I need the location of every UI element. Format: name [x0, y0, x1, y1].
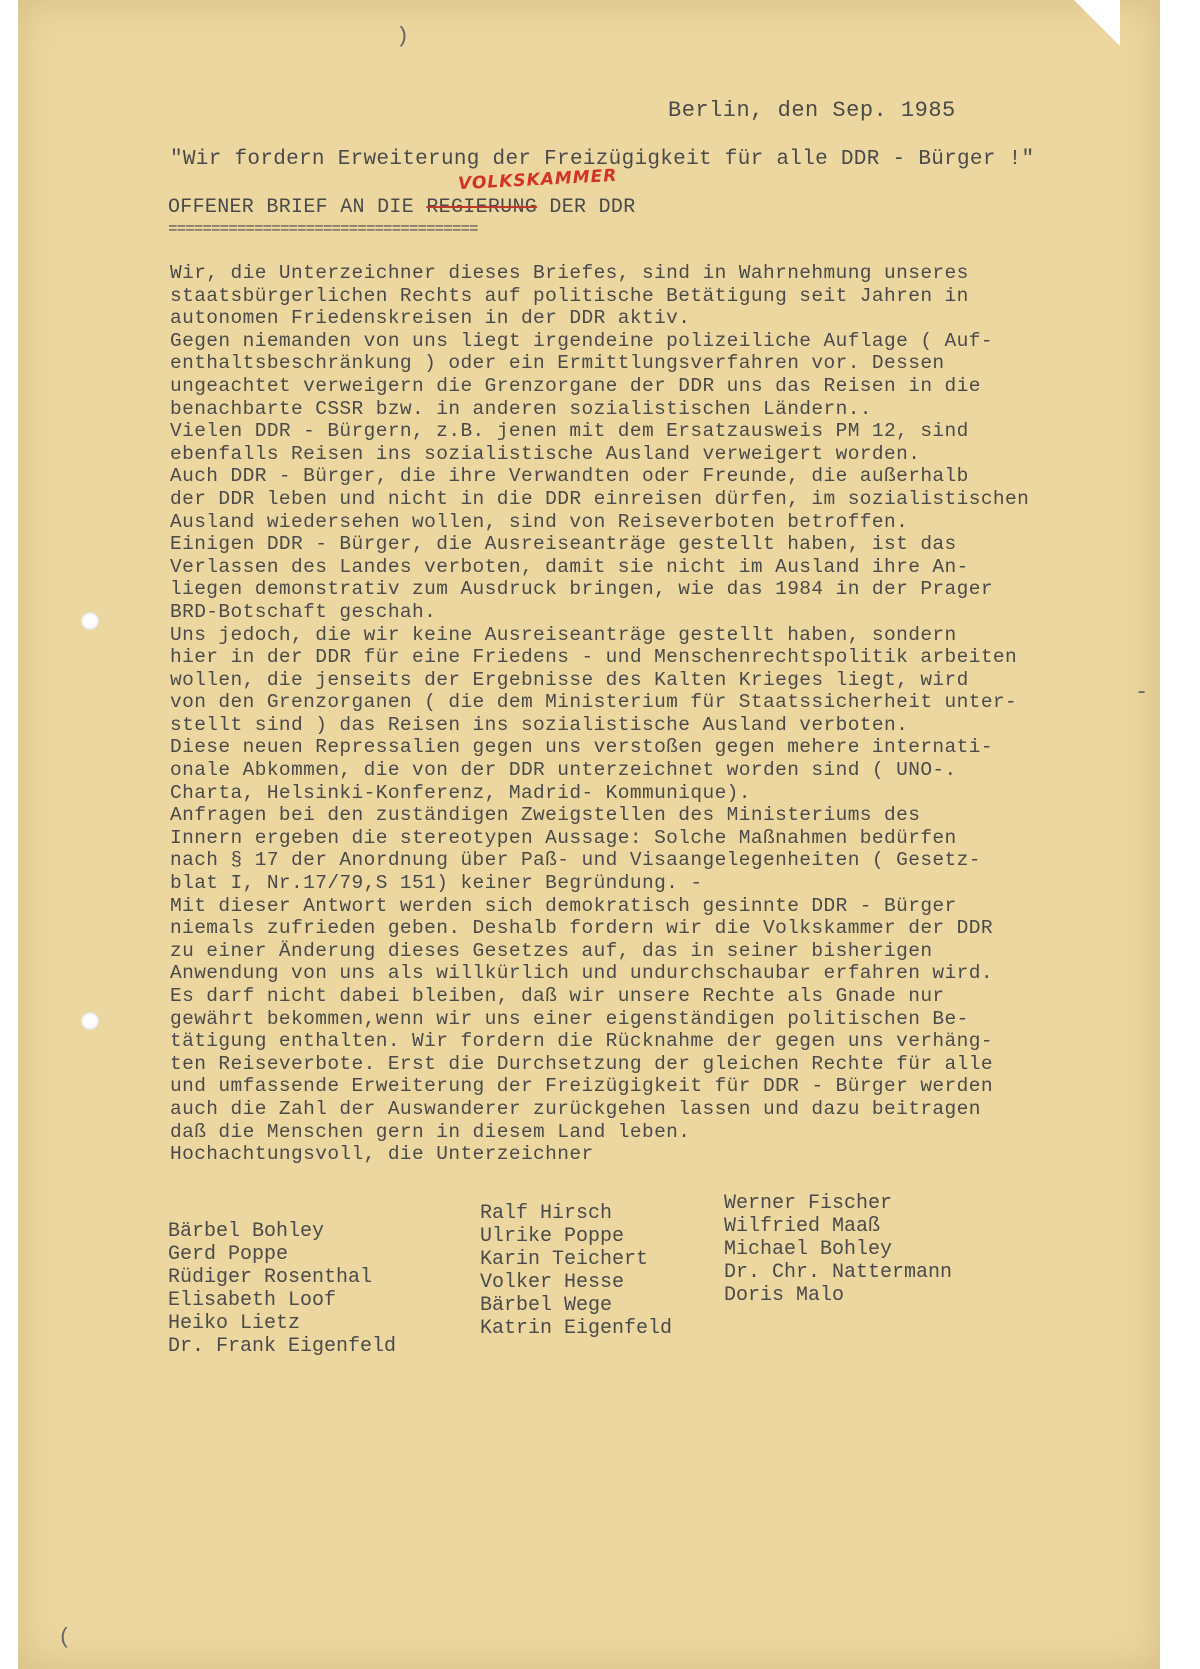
- body-line: Mit dieser Antwort werden sich demokratisch gesinnte DDR - Bürger: [170, 894, 957, 917]
- body-line: Charta, Helsinki-Konferenz, Madrid- Kommunique).: [170, 781, 751, 804]
- body-line: BRD-Botschaft geschah.: [170, 600, 437, 623]
- body-line: benachbarte CSSR bzw. in anderen sozialistischen Ländern..: [170, 397, 872, 420]
- punch-hole-upper: [81, 612, 99, 630]
- body-line: Wir, die Unterzeichner dieses Briefes, sind in Wahrnehmung unseres: [170, 262, 969, 284]
- letter-headline: [168, 196, 636, 219]
- handwritten-correction: VOLKSKAMMER: [457, 165, 618, 195]
- signatory-name: Volker Hesse: [480, 1271, 625, 1294]
- signatory-name: Elisabeth Loof: [168, 1289, 337, 1312]
- signature-column-3: [724, 1192, 952, 1307]
- signatory-name: Gerd Poppe: [168, 1243, 289, 1266]
- body-line: wollen, die jenseits der Ergebnisse des Kalten Krieges liegt, wird: [170, 668, 969, 691]
- torn-corner: [1074, 0, 1120, 46]
- body-line: Auch DDR - Bürger, die ihre Verwandten oder Freunde, die außerhalb: [170, 465, 969, 488]
- signatory-name: Karin Teichert: [480, 1248, 649, 1271]
- body-line: niemals zufrieden geben. Deshalb fordern wir die Volkskammer der DDR: [170, 917, 993, 940]
- body-line: von den Grenzorganen ( die dem Ministerium für Staatssicherheit unter-: [170, 691, 1018, 714]
- body-line: gewährt bekommen,wenn wir uns einer eigenständigen politischen Be-: [170, 1007, 969, 1030]
- body-line: Einigen DDR - Bürger, die Ausreiseanträge gestellt haben, ist das: [170, 533, 957, 556]
- stray-mark-bottom: (: [58, 1625, 72, 1650]
- signatory-name: Ralf Hirsch: [480, 1202, 613, 1225]
- signatory-name: Doris Malo: [724, 1284, 845, 1307]
- body-line: autonomen Friedenskreisen in der DDR aktiv.: [170, 307, 691, 330]
- body-line: und umfassende Erweiterung der Freizügigkeit für DDR - Bürger werden: [170, 1075, 993, 1098]
- signature-column-1: [168, 1220, 396, 1358]
- signatory-name: Katrin Eigenfeld: [480, 1317, 673, 1340]
- headline-underline: ====================================: [168, 220, 478, 238]
- body-line: Es darf nicht dabei bleiben, daß wir unsere Rechte als Gnade nur: [170, 985, 945, 1007]
- body-line: ebenfalls Reisen ins sozialistische Ausland verweigert worden.: [170, 442, 921, 465]
- body-line: Innern ergeben die stereotypen Aussage: Solche Maßnahmen bedürfen: [170, 826, 957, 849]
- signatory-name: Werner Fischer: [724, 1192, 893, 1215]
- signatory-name: Dr. Frank Eigenfeld: [168, 1335, 397, 1358]
- letter-body: [170, 262, 1180, 1166]
- body-line: hier in der DDR für eine Friedens - und Menschenrechtspolitik arbeiten: [170, 646, 1018, 669]
- body-line: ten Reiseverbote. Erst die Durchsetzung der gleichen Rechte für alle: [170, 1052, 993, 1075]
- body-line: Anfragen bei den zuständigen Zweigstellen des Ministeriums des: [170, 804, 921, 827]
- signatory-name: Michael Bohley: [724, 1238, 893, 1261]
- body-line: nach § 17 der Anordnung über Paß- und Visaangelegenheiten ( Gesetz-: [170, 849, 981, 872]
- signature-column-2: [480, 1202, 672, 1340]
- headline-prefix: OFFENER BRIEF AN DIE: [168, 196, 415, 219]
- body-line: Vielen DDR - Bürgern, z.B. jenen mit dem Ersatzausweis PM 12, sind: [170, 420, 969, 443]
- body-line: Gegen niemanden von uns liegt irgendeine polizeiliche Auflage ( Auf-: [170, 329, 993, 352]
- body-line: liegen demonstrativ zum Ausdruck bringen, wie das 1984 in der Prager: [170, 578, 993, 601]
- body-line: stellt sind ) das Reisen ins sozialistische Ausland verboten.: [170, 713, 909, 736]
- signatory-name: Rüdiger Rosenthal: [168, 1266, 373, 1289]
- signatory-name: Wilfried Maaß: [724, 1215, 881, 1238]
- body-line: ungeachtet verweigern die Grenzorgane der DDR uns das Reisen in die: [170, 374, 981, 397]
- body-line: onale Abkommen, die von der DDR unterzeichnet worden sind ( UNO-.: [170, 759, 957, 782]
- body-line: der DDR leben und nicht in die DDR einreisen dürfen, im sozialistischen: [170, 487, 1030, 510]
- headline-suffix: DER DDR: [549, 196, 636, 219]
- body-line: auch die Zahl der Auswanderer zurückgehen lassen und dazu beitragen: [170, 1097, 981, 1120]
- signatory-name: Ulrike Poppe: [480, 1225, 625, 1248]
- body-line: tätigung enthalten. Wir fordern die Rücknahme der gegen uns verhäng-: [170, 1030, 993, 1053]
- body-line: Hochachtungsvoll, die Unterzeichner: [170, 1143, 594, 1166]
- signatory-name: Bärbel Wege: [480, 1294, 613, 1317]
- stray-mark-right: -: [1135, 680, 1149, 705]
- body-line: Diese neuen Repressalien gegen uns verstoßen gegen mehere internati-: [170, 736, 993, 759]
- motto: "Wir fordern Erweiterung der Freizügigkeit für alle DDR - Bürger !": [170, 148, 1035, 171]
- signatory-name: Bärbel Bohley: [168, 1220, 325, 1243]
- body-line: Verlassen des Landes verboten, damit sie nicht im Ausland ihre An-: [170, 555, 969, 578]
- signatory-name: Heiko Lietz: [168, 1312, 301, 1335]
- body-line: staatsbürgerlichen Rechts auf politische Betätigung seit Jahren in: [170, 284, 969, 307]
- body-line: zu einer Änderung dieses Gesetzes auf, das in seiner bisherigen: [170, 939, 933, 962]
- signatory-name: Dr. Chr. Nattermann: [724, 1261, 953, 1284]
- body-line: enthaltsbeschränkung ) oder ein Ermittlungsverfahren vor. Dessen: [170, 352, 945, 375]
- body-line: daß die Menschen gern in diesem Land leben.: [170, 1120, 691, 1143]
- body-line: Uns jedoch, die wir keine Ausreiseanträge gestellt haben, sondern: [170, 623, 957, 646]
- headline-struck-word: REGIERUNG: [426, 196, 538, 219]
- stray-mark-top: ): [396, 24, 410, 49]
- punch-hole-lower: [81, 1012, 99, 1030]
- body-line: Ausland wiedersehen wollen, sind von Reiseverboten betroffen.: [170, 510, 909, 533]
- body-line: blat I, Nr.17/79,S 151) keiner Begründung. -: [170, 872, 703, 895]
- body-line: Anwendung von uns als willkürlich und undurchschaubar erfahren wird.: [170, 962, 993, 985]
- dateline: Berlin, den Sep. 1985: [668, 98, 956, 123]
- document-sheet: [18, 0, 1160, 1669]
